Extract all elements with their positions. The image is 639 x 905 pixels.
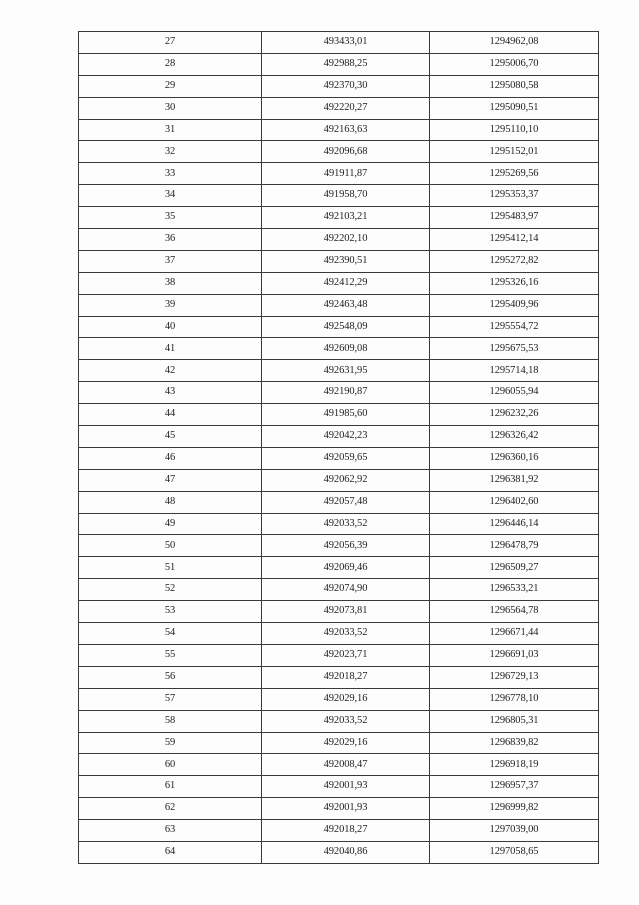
table-row [79, 447, 599, 469]
y-coordinate-cell: 1296671,44 [430, 623, 599, 645]
x-coordinate-cell: 492033,52 [262, 513, 430, 535]
table-row [79, 623, 599, 645]
y-coordinate-cell: 1296478,79 [430, 535, 599, 557]
x-coordinate-cell: 492609,08 [262, 338, 430, 360]
x-coordinate-cell: 492190,87 [262, 382, 430, 404]
y-coordinate-cell: 1295714,18 [430, 360, 599, 382]
table-row [79, 316, 599, 338]
point-number-cell: 51 [79, 557, 262, 579]
x-coordinate-cell: 492040,86 [262, 841, 430, 863]
table-row [79, 798, 599, 820]
table-row [79, 229, 599, 251]
y-coordinate-cell: 1296778,10 [430, 688, 599, 710]
table-row [79, 338, 599, 360]
table-row [79, 119, 599, 141]
x-coordinate-cell: 492033,52 [262, 710, 430, 732]
x-coordinate-cell: 492220,27 [262, 97, 430, 119]
y-coordinate-cell: 1297039,00 [430, 820, 599, 842]
table-row [79, 666, 599, 688]
point-number-cell: 48 [79, 491, 262, 513]
y-coordinate-cell: 1296564,78 [430, 601, 599, 623]
point-number-cell: 40 [79, 316, 262, 338]
table-row [79, 163, 599, 185]
point-number-cell: 28 [79, 53, 262, 75]
x-coordinate-cell: 492029,16 [262, 732, 430, 754]
table-row [79, 535, 599, 557]
table-row [79, 820, 599, 842]
y-coordinate-cell: 1297058,65 [430, 841, 599, 863]
x-coordinate-cell: 492057,48 [262, 491, 430, 513]
x-coordinate-cell: 492202,10 [262, 229, 430, 251]
table-row [79, 732, 599, 754]
point-number-cell: 46 [79, 447, 262, 469]
x-coordinate-cell: 492059,65 [262, 447, 430, 469]
y-coordinate-cell: 1295269,56 [430, 163, 599, 185]
y-coordinate-cell: 1295110,10 [430, 119, 599, 141]
x-coordinate-cell: 491911,87 [262, 163, 430, 185]
x-coordinate-cell: 491985,60 [262, 404, 430, 426]
y-coordinate-cell: 1295554,72 [430, 316, 599, 338]
point-number-cell: 33 [79, 163, 262, 185]
point-number-cell: 30 [79, 97, 262, 119]
y-coordinate-cell: 1296729,13 [430, 666, 599, 688]
x-coordinate-cell: 492033,52 [262, 623, 430, 645]
table-row [79, 513, 599, 535]
table-row [79, 53, 599, 75]
point-number-cell: 42 [79, 360, 262, 382]
y-coordinate-cell: 1295152,01 [430, 141, 599, 163]
x-coordinate-cell: 493433,01 [262, 32, 430, 54]
point-number-cell: 55 [79, 644, 262, 666]
table-row [79, 469, 599, 491]
x-coordinate-cell: 492062,92 [262, 469, 430, 491]
x-coordinate-cell: 492008,47 [262, 754, 430, 776]
point-number-cell: 60 [79, 754, 262, 776]
y-coordinate-cell: 1295353,37 [430, 185, 599, 207]
table-row [79, 250, 599, 272]
y-coordinate-cell: 1296918,19 [430, 754, 599, 776]
y-coordinate-cell: 1295675,53 [430, 338, 599, 360]
y-coordinate-cell: 1296381,92 [430, 469, 599, 491]
point-number-cell: 36 [79, 229, 262, 251]
table-row [79, 75, 599, 97]
y-coordinate-cell: 1296055,94 [430, 382, 599, 404]
x-coordinate-cell: 492069,46 [262, 557, 430, 579]
table-row [79, 32, 599, 54]
point-number-cell: 49 [79, 513, 262, 535]
point-number-cell: 53 [79, 601, 262, 623]
y-coordinate-cell: 1296232,26 [430, 404, 599, 426]
x-coordinate-cell: 492631,95 [262, 360, 430, 382]
y-coordinate-cell: 1296446,14 [430, 513, 599, 535]
point-number-cell: 43 [79, 382, 262, 404]
x-coordinate-cell: 492988,25 [262, 53, 430, 75]
x-coordinate-cell: 492018,27 [262, 820, 430, 842]
table-row [79, 710, 599, 732]
coordinates-table [78, 31, 599, 864]
y-coordinate-cell: 1296691,03 [430, 644, 599, 666]
y-coordinate-cell: 1295080,58 [430, 75, 599, 97]
table-row [79, 272, 599, 294]
table-row [79, 579, 599, 601]
y-coordinate-cell: 1295412,14 [430, 229, 599, 251]
x-coordinate-cell: 492163,63 [262, 119, 430, 141]
point-number-cell: 63 [79, 820, 262, 842]
y-coordinate-cell: 1296805,31 [430, 710, 599, 732]
y-coordinate-cell: 1294962,08 [430, 32, 599, 54]
table-row [79, 426, 599, 448]
y-coordinate-cell: 1295483,97 [430, 207, 599, 229]
x-coordinate-cell: 491958,70 [262, 185, 430, 207]
point-number-cell: 59 [79, 732, 262, 754]
x-coordinate-cell: 492412,29 [262, 272, 430, 294]
table-row [79, 404, 599, 426]
y-coordinate-cell: 1296957,37 [430, 776, 599, 798]
y-coordinate-cell: 1296402,60 [430, 491, 599, 513]
point-number-cell: 62 [79, 798, 262, 820]
table-row [79, 557, 599, 579]
y-coordinate-cell: 1296999,82 [430, 798, 599, 820]
point-number-cell: 52 [79, 579, 262, 601]
x-coordinate-cell: 492056,39 [262, 535, 430, 557]
x-coordinate-cell: 492103,21 [262, 207, 430, 229]
y-coordinate-cell: 1295409,96 [430, 294, 599, 316]
point-number-cell: 34 [79, 185, 262, 207]
point-number-cell: 35 [79, 207, 262, 229]
y-coordinate-cell: 1295326,16 [430, 272, 599, 294]
point-number-cell: 38 [79, 272, 262, 294]
x-coordinate-cell: 492463,48 [262, 294, 430, 316]
table-row [79, 294, 599, 316]
table-row [79, 491, 599, 513]
x-coordinate-cell: 492390,51 [262, 250, 430, 272]
y-coordinate-cell: 1296839,82 [430, 732, 599, 754]
x-coordinate-cell: 492029,16 [262, 688, 430, 710]
table-row [79, 601, 599, 623]
table-row [79, 141, 599, 163]
point-number-cell: 56 [79, 666, 262, 688]
point-number-cell: 58 [79, 710, 262, 732]
table-row [79, 382, 599, 404]
x-coordinate-cell: 492073,81 [262, 601, 430, 623]
point-number-cell: 39 [79, 294, 262, 316]
point-number-cell: 47 [79, 469, 262, 491]
table-row [79, 776, 599, 798]
x-coordinate-cell: 492023,71 [262, 644, 430, 666]
table-row [79, 841, 599, 863]
point-number-cell: 27 [79, 32, 262, 54]
x-coordinate-cell: 492001,93 [262, 776, 430, 798]
x-coordinate-cell: 492548,09 [262, 316, 430, 338]
table-row [79, 207, 599, 229]
point-number-cell: 50 [79, 535, 262, 557]
point-number-cell: 37 [79, 250, 262, 272]
y-coordinate-cell: 1296360,16 [430, 447, 599, 469]
y-coordinate-cell: 1295090,51 [430, 97, 599, 119]
point-number-cell: 29 [79, 75, 262, 97]
point-number-cell: 64 [79, 841, 262, 863]
coordinates-table-body [79, 32, 599, 864]
y-coordinate-cell: 1295272,82 [430, 250, 599, 272]
table-row [79, 185, 599, 207]
x-coordinate-cell: 492042,23 [262, 426, 430, 448]
y-coordinate-cell: 1296326,42 [430, 426, 599, 448]
x-coordinate-cell: 492074,90 [262, 579, 430, 601]
table-row [79, 688, 599, 710]
y-coordinate-cell: 1296509,27 [430, 557, 599, 579]
table-row [79, 97, 599, 119]
y-coordinate-cell: 1295006,70 [430, 53, 599, 75]
y-coordinate-cell: 1296533,21 [430, 579, 599, 601]
x-coordinate-cell: 492096,68 [262, 141, 430, 163]
table-row [79, 360, 599, 382]
point-number-cell: 32 [79, 141, 262, 163]
point-number-cell: 41 [79, 338, 262, 360]
point-number-cell: 44 [79, 404, 262, 426]
point-number-cell: 61 [79, 776, 262, 798]
x-coordinate-cell: 492001,93 [262, 798, 430, 820]
table-row [79, 754, 599, 776]
x-coordinate-cell: 492370,30 [262, 75, 430, 97]
table-row [79, 644, 599, 666]
point-number-cell: 54 [79, 623, 262, 645]
point-number-cell: 45 [79, 426, 262, 448]
x-coordinate-cell: 492018,27 [262, 666, 430, 688]
point-number-cell: 31 [79, 119, 262, 141]
point-number-cell: 57 [79, 688, 262, 710]
